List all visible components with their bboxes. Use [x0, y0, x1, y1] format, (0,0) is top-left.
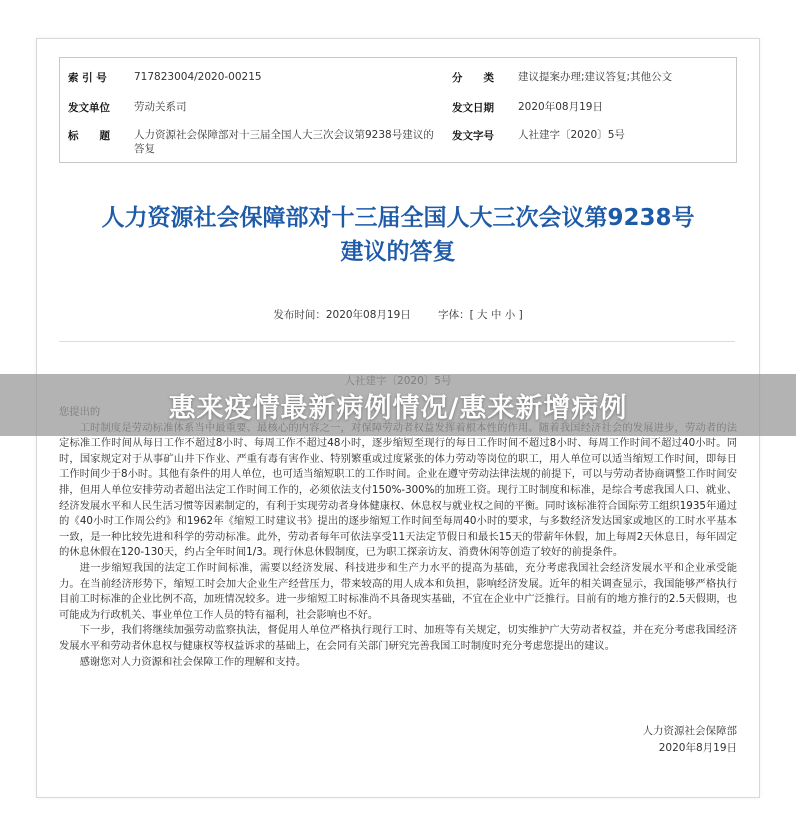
signature-org: 人力资源社会保障部 [642, 725, 737, 737]
category-label: 分 类 [452, 72, 494, 84]
title-line-1: 人力资源社会保障部对十三届全国人大三次会议第9238号 [101, 205, 695, 231]
overlay-banner [0, 374, 796, 436]
index-value: 717823004/2020-00215 [134, 71, 262, 83]
body-paragraph: 进一步缩短我国的法定工作时间标准，需要以经济发展、科技进步和生产力水平的提高为基础，充分考虑我国社会经济发展水平和企业承受能力。在当前经济形势下，缩短工时会加大企业生产经营压力，带来较高的用人成本和负担，影响经济发展。近年的相关调查显示，我国能够严格执行目前工时标准的企业比例不高，加班情况较多。进一步缩短工时标准尚不具备现实基础，不宜在企业中广泛推行。目前有的地方推行的2.5天假期，也可能成为行政机关、事业单位工作人员的特有福利，社会影响也不好。 [59, 561, 737, 621]
issuer-label: 发文单位 [68, 102, 110, 114]
publish-info [37, 307, 759, 322]
signature-date: 2020年8月19日 [658, 742, 737, 754]
subject-value: 人力资源社会保障部对十三届全国人大三次会议第9238号建议的答复 [134, 129, 434, 155]
banner-text: 惠来疫情最新病例情况/惠来新增病例 [168, 392, 628, 424]
document-body [59, 405, 737, 670]
publish-time: 发布时间：2020年08月19日 [273, 309, 411, 321]
date-label: 发文日期 [452, 102, 494, 114]
signature-block [643, 723, 738, 757]
body-paragraph: 定标准工作时间从每日工作不超过8小时、每周工作不超过48小时，逐步缩短至现行的每日工作时间不超过8小时、每周工作时间不超过40小时。同时，国家规定对于从事矿山井下作业、严重有毒有害作业、特别繁重或过度紧张的体力劳动等岗位的职工，用人单位可以适当缩短工作时间，即每日工作时间少于8小时。其他有条件的用人单位，也可适当缩短职工的工作时间。企业在遵守劳动法律法规的前提下，可以与劳动者协商调整工作时间安排，但用人单位安排劳动者超出法定工作时间工作的，必须依法支付150%-300%的加班工资。现行工时制度和标准，是综合考虑我国人口、就业、经济发展水平和人民生活习惯等因素制定的，有利于实现劳动者身体健康权、休息权与就业权之间的平衡。同时该标准符合国际劳工组织1935年通过的《40小时工作周公约》和1962年《缩短工时建议书》提出的逐步缩短工作时间至每周40小时的要求，与多数经济发达国家或地区的工时水平基本一致，是一种比较先进和科学的劳动标准。此外，劳动者每年可依法享受11天法定节假日和最长15天的带薪年休假，加上每周2天休息日，每年固定的休息休假在120-130天，约占全年时间1/3。现行休息休假制度，已为职工探亲访友、消费休闲等创造了较好的前提条件。 [59, 437, 737, 559]
document-title [37, 201, 759, 269]
category-value: 建议提案办理;建议答复;其他公文 [518, 71, 673, 83]
index-label: 索 引 号 [68, 72, 107, 84]
font-size-switcher[interactable]: 字体：[ 大 中 小 ] [438, 309, 523, 321]
body-paragraph: 感谢您对人力资源和社会保障工作的理解和支持。 [79, 655, 307, 668]
issuer-value: 劳动关系司 [134, 101, 187, 113]
subject-label: 标 题 [68, 130, 110, 142]
divider [59, 341, 735, 342]
body-paragraph: 下一步，我们将继续加强劳动监察执法，督促用人单位严格执行现行工时、加班等有关规定，切实维护广大劳动者权益，并在充分考虑我国经济发展水平和劳动者休息权与健康权等权益诉求的基础上，在会同有关部门研究完善我国工时制度时充分考虑您提出的建议。 [59, 624, 737, 652]
metadata-table [59, 57, 737, 163]
docno-label: 发文字号 [452, 130, 494, 142]
date-value: 2020年08月19日 [518, 101, 603, 113]
title-line-2: 建议的答复 [340, 239, 456, 265]
docno-value: 人社建字〔2020〕5号 [518, 129, 625, 141]
